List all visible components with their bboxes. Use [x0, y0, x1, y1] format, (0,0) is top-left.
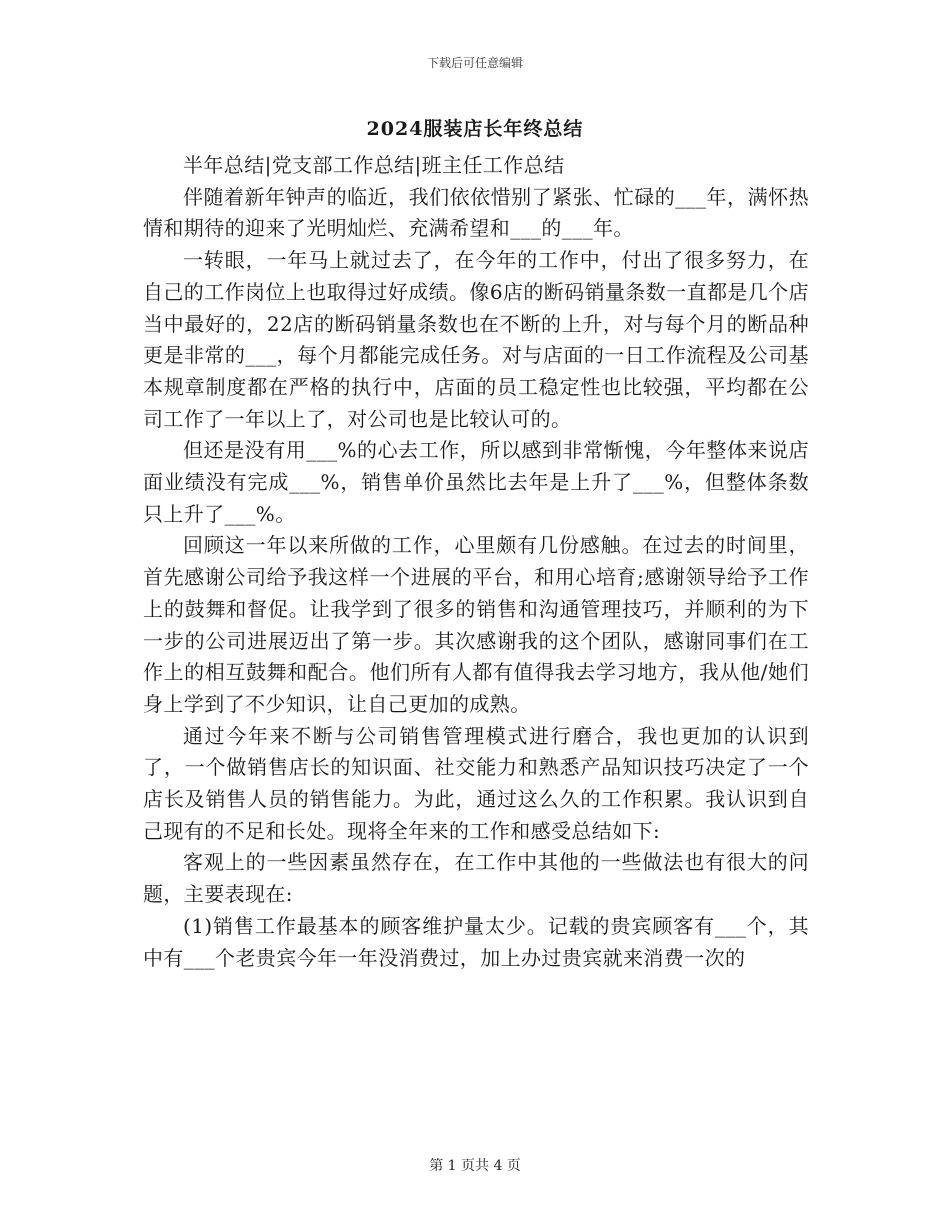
paragraph: 客观上的一些因素虽然存在，在工作中其他的一些做法也有很大的问题，主要表现在:	[143, 850, 809, 907]
paragraph: 回顾这一年以来所做的工作，心里颇有几份感触。在过去的时间里，首先感谢公司给予我这样一个进展的平台，和用心培育;感谢领导给予工作上的鼓舞和督促。让我学到了很多的销售和沟通管理技巧，并顺利的为下一步的公司进展迈出了第一步。其次感谢我的这个团队，感谢同事们在工作上的相互鼓舞和配合。他们所有人都有值得我去学习地方，我从他/她们身上学到了不少知识，让自己更加的成熟。	[143, 533, 809, 716]
page-indicator: 第 1 页共 4 页	[429, 1158, 521, 1174]
paragraph: (1)销售工作最基本的顾客维护量太少。记载的贵宾顾客有___个，其中有___个老贵宾今年一年没消费过，加上办过贵宾就来消费一次的	[143, 913, 809, 970]
paragraph: 一转眼，一年马上就过去了，在今年的工作中，付出了很多努力，在自己的工作岗位上也取得过好成绩。像6店的断码销量条数一直都是几个店当中最好的，22店的断码销量条数也在不断的上升，对与每个月的断品种更是非常的___，每个月都能完成任务。对与店面的一日工作流程及公司基本规章制度都在严格的执行中，店面的员工稳定性也比较强，平均都在公司工作了一年以上了，对公司也是比较认可的。	[143, 248, 809, 431]
document-title: 2024服装店长年终总结	[366, 118, 584, 140]
header-note: 下载后可任意编辑	[426, 56, 523, 70]
paragraph: 但还是没有用___%的心去工作，所以感到非常惭愧，今年整体来说店面业绩没有完成___%，销售单价虽然比去年是上升了___%，但整体条数只上升了___%。	[143, 438, 809, 526]
paragraph: 伴随着新年钟声的临近，我们依依惜别了紧张、忙碌的___年，满怀热情和期待的迎来了光明灿烂、充满希望和___的___年。	[143, 184, 809, 241]
paragraph-categories: 半年总结|党支部工作总结|班主任工作总结	[183, 153, 565, 177]
document-body	[143, 150, 809, 974]
paragraph: 通过今年来不断与公司销售管理模式进行磨合，我也更加的认识到了，一个做销售店长的知识面、社交能力和熟悉产品知识技巧决定了一个店长及销售人员的销售能力。为此，通过这么久的工作积累。我认识到自己现有的不足和长处。现将全年来的工作和感受总结如下:	[143, 723, 809, 843]
